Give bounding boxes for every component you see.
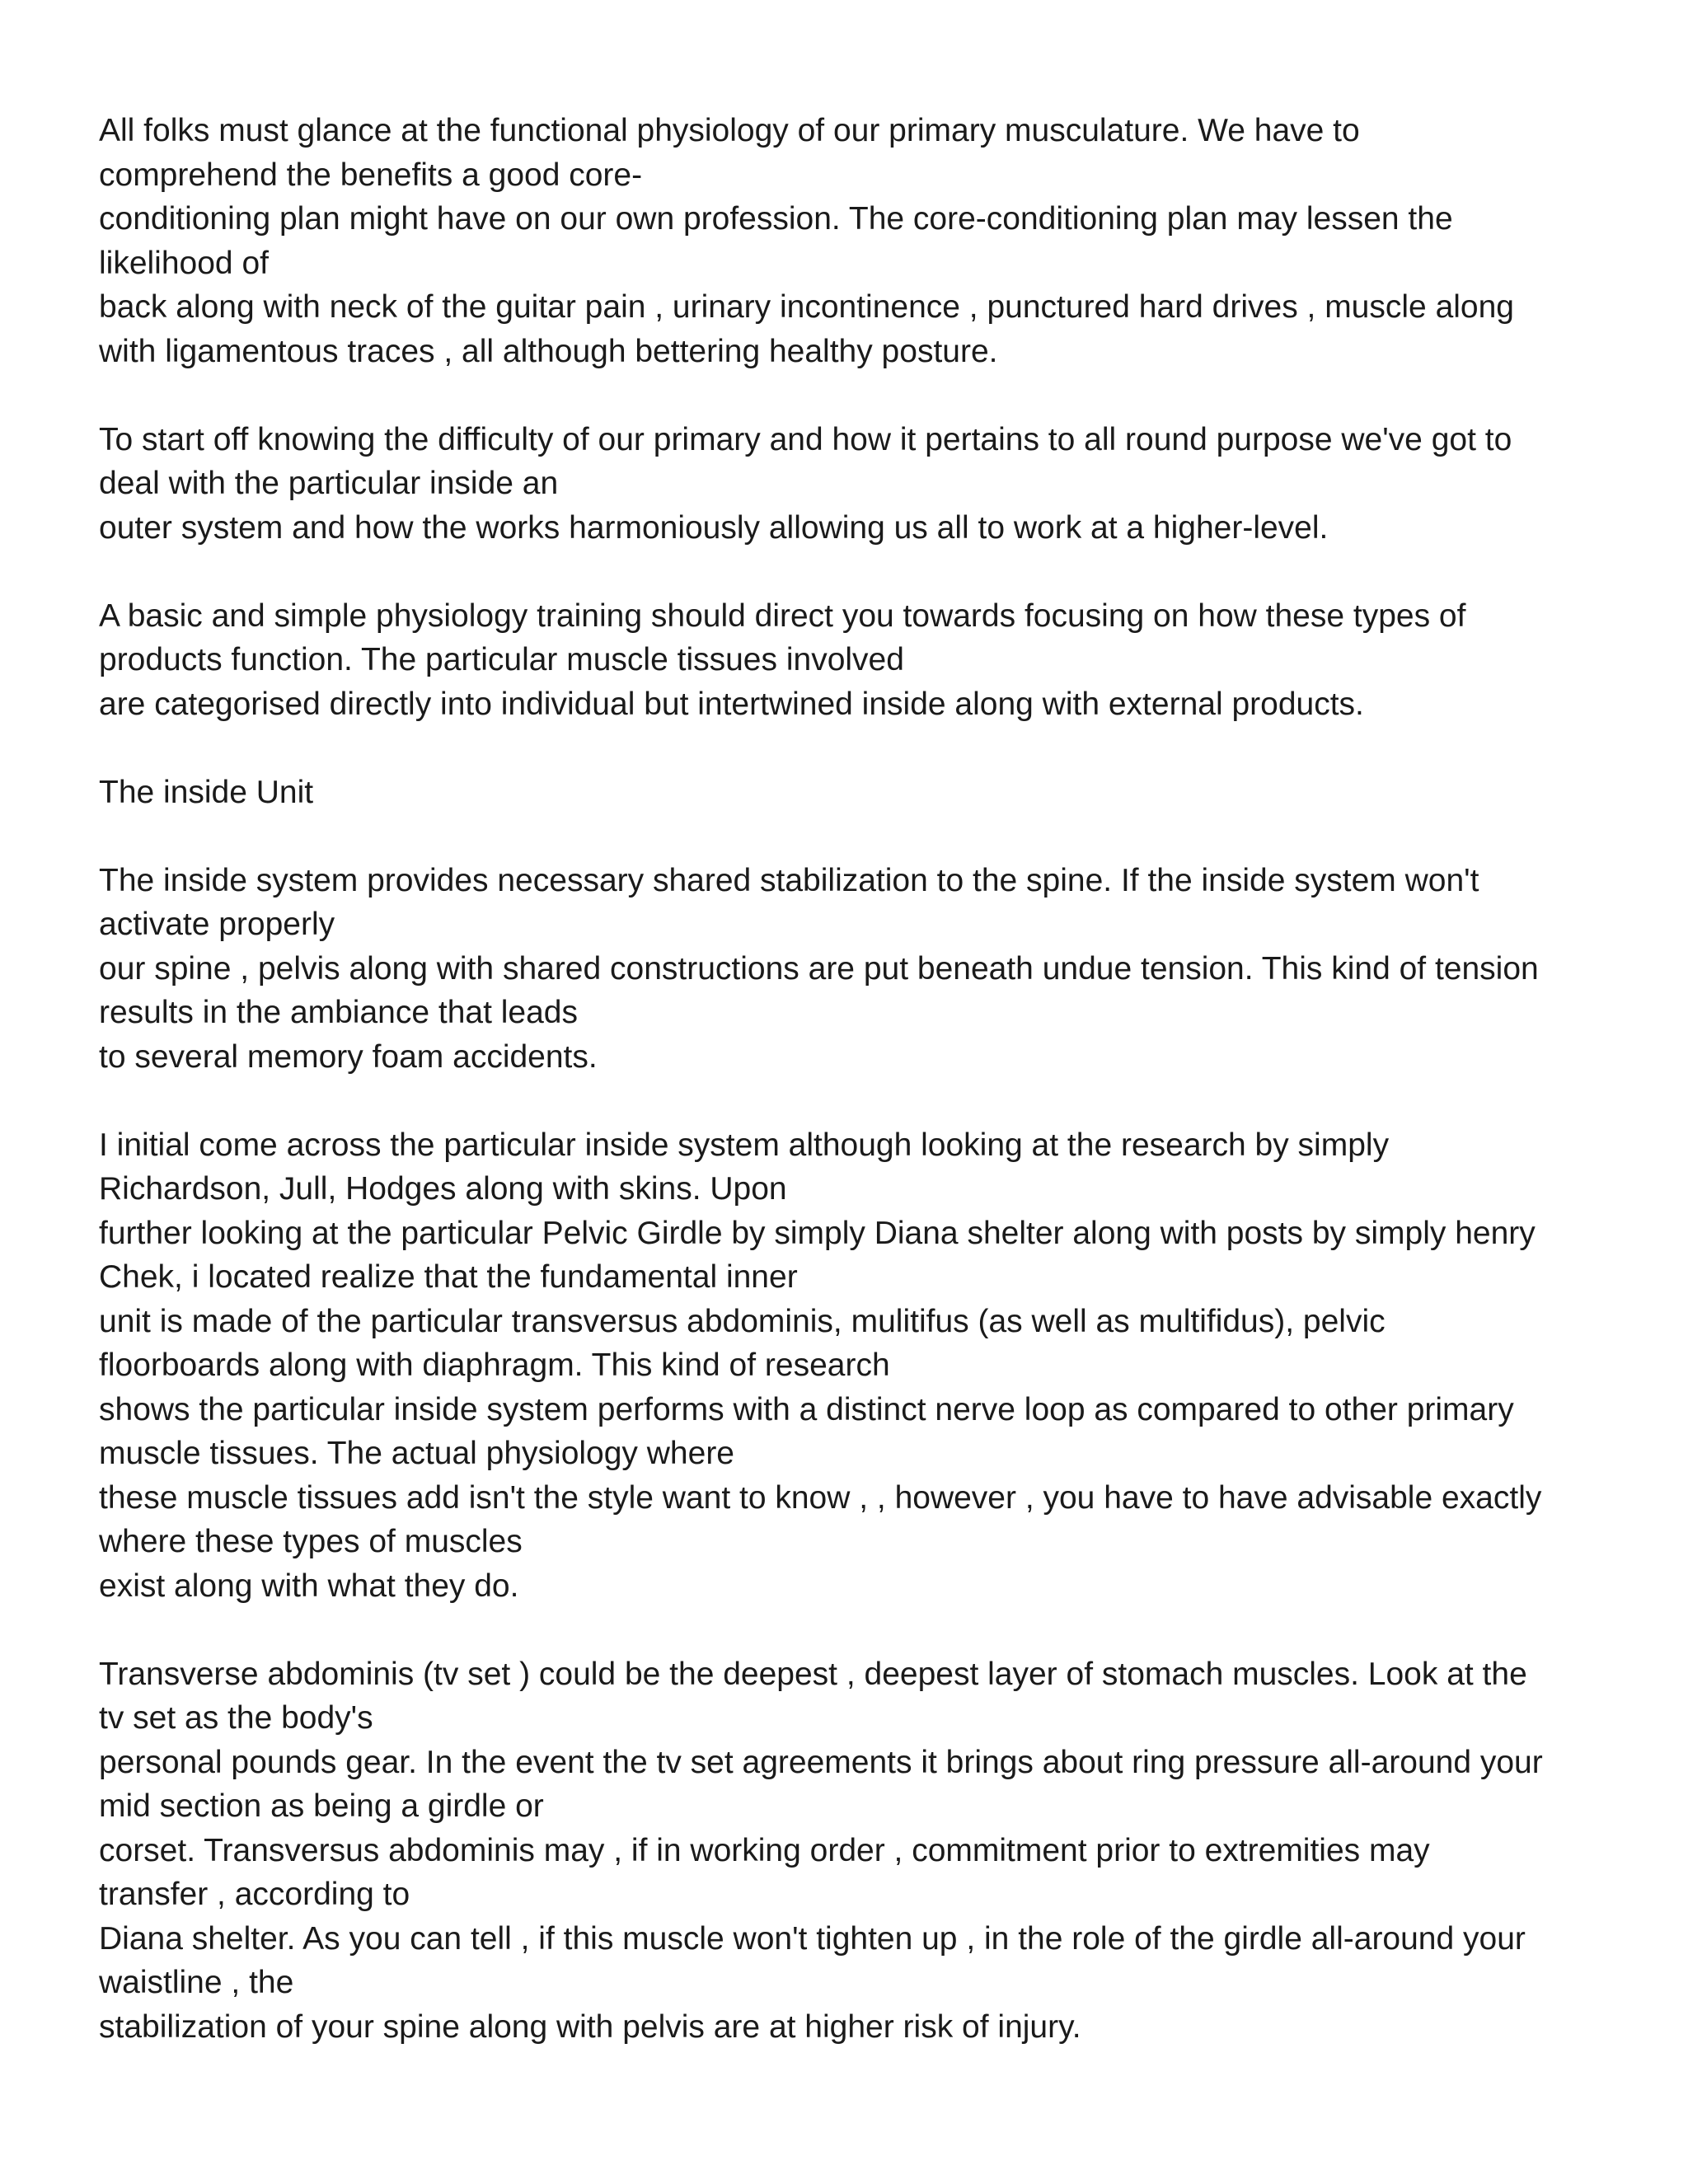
text-line: to several memory foam accidents. bbox=[99, 1038, 598, 1075]
text-line: I initial come across the particular inside system although looking at the research by simply bbox=[99, 1127, 1390, 1163]
paragraph-physiology-training bbox=[99, 594, 1624, 727]
text-line: products function. The particular muscle tissues involved bbox=[99, 642, 904, 677]
text-line: Transverse abdominis (tv set ) could be the deepest , deepest layer of stomach muscles. Look at the bbox=[99, 1656, 1527, 1692]
document-page bbox=[99, 109, 1624, 2093]
section-heading-inside-unit bbox=[99, 771, 1624, 815]
text-line: conditioning plan might have on our own profession. The core-conditioning plan may lessen the bbox=[99, 201, 1453, 237]
paragraph-transverse-abdominis bbox=[99, 1652, 1624, 2050]
text-line: tv set as the body's bbox=[99, 1700, 373, 1736]
text-line: All folks must glance at the functional physiology of our primary musculature. We have to bbox=[99, 113, 1360, 148]
text-line: with ligamentous traces , all although bettering healthy posture. bbox=[99, 333, 998, 369]
text-line: personal pounds gear. In the event the tv set agreements it brings about ring pressure all-around your bbox=[99, 1744, 1543, 1780]
text-line: results in the ambiance that leads bbox=[99, 995, 579, 1030]
text-line: outer system and how the works harmoniously allowing us all to work at a higher-level. bbox=[99, 509, 1329, 546]
text-line: where these types of muscles bbox=[99, 1524, 523, 1559]
paragraph-intro bbox=[99, 109, 1624, 373]
text-line: are categorised directly into individual but intertwined inside along with external products. bbox=[99, 686, 1364, 722]
text-line: our spine , pelvis along with shared constructions are put beneath undue tension. This kind of tension bbox=[99, 950, 1539, 987]
paragraph-core-difficulty bbox=[99, 418, 1624, 551]
text-line: likelihood of bbox=[99, 245, 269, 281]
text-line: To start off knowing the difficulty of our primary and how it pertains to all round purpose we've got to bbox=[99, 421, 1512, 457]
text-line: The inside system provides necessary shared stabilization to the spine. If the inside system won't bbox=[99, 862, 1479, 898]
text-line: deal with the particular inside an bbox=[99, 466, 559, 501]
text-line: A basic and simple physiology training should direct you towards focusing on how these types of bbox=[99, 598, 1466, 634]
text-line: corset. Transversus abdominis may , if in working order , commitment prior to extremities may bbox=[99, 1832, 1430, 1868]
text-line: Richardson, Jull, Hodges along with skins. Upon bbox=[99, 1171, 787, 1207]
text-line: waistline , the bbox=[99, 1965, 294, 2000]
text-line: exist along with what they do. bbox=[99, 1568, 519, 1604]
text-line: back along with neck of the guitar pain , urinary incontinence , punctured hard drives , muscle along bbox=[99, 289, 1514, 325]
text-line: The inside Unit bbox=[99, 774, 314, 810]
text-line: Diana shelter. As you can tell , if this muscle won't tighten up , in the role of the girdle all-around your bbox=[99, 1920, 1526, 1957]
text-line: mid section as being a girdle or bbox=[99, 1788, 544, 1824]
text-line: Chek, i located realize that the fundamental inner bbox=[99, 1259, 798, 1295]
text-line: stabilization of your spine along with pelvis are at higher risk of injury. bbox=[99, 2008, 1081, 2045]
paragraph-research bbox=[99, 1123, 1624, 1609]
text-line: activate properly bbox=[99, 907, 335, 942]
text-line: muscle tissues. The actual physiology where bbox=[99, 1436, 734, 1471]
paragraph-inside-system bbox=[99, 859, 1624, 1080]
text-line: unit is made of the particular transversus abdominis, mulitifus (as well as multifidus), pelvic bbox=[99, 1303, 1386, 1339]
text-line: floorboards along with diaphragm. This kind of research bbox=[99, 1347, 890, 1383]
text-line: shows the particular inside system performs with a distinct nerve loop as compared to other primary bbox=[99, 1391, 1514, 1427]
text-line: further looking at the particular Pelvic Girdle by simply Diana shelter along with posts by simply henry bbox=[99, 1215, 1536, 1251]
text-line: these muscle tissues add isn't the style want to know , , however , you have to have advisable exactly bbox=[99, 1479, 1542, 1516]
text-line: comprehend the benefits a good core- bbox=[99, 157, 643, 193]
text-line: transfer , according to bbox=[99, 1877, 410, 1912]
